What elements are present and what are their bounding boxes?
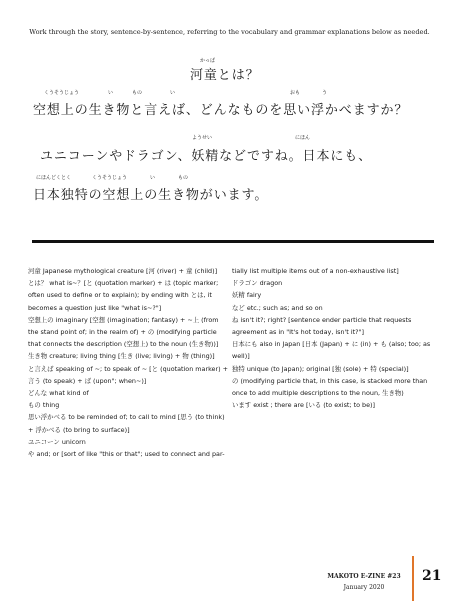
vocab-head: 生き物: [28, 352, 48, 361]
vocab-head: など: [232, 303, 245, 312]
vocab-entry: [232, 265, 432, 277]
vocab-def: Japanese mythological creature [河 (river) + 童 (child)]: [42, 267, 218, 275]
footer-accent-rule: [412, 556, 414, 601]
vocab-entry: [28, 399, 228, 411]
vocab-def: exist ; there are [いる (to exist; to be)]: [253, 401, 376, 410]
vocab-entry: [232, 375, 432, 399]
ruby-nihondokutoku: にほんどくとく: [36, 175, 72, 181]
instructions: Work through the story, sentence-by-sentence, referring to the vocabulary and grammar explanations below as needed.: [29, 28, 430, 36]
vocab-head: ドラゴン: [232, 279, 258, 288]
vocab-head: 河童: [28, 267, 41, 275]
vocab-left-column: [28, 265, 228, 460]
vocab-def: tially list multiple items out of a non-exhaustive list]: [232, 267, 399, 275]
magazine-name: MAKOTO E-ZINE #23: [327, 573, 401, 580]
ruby-i: い: [108, 90, 114, 96]
ruby-kusoujou: くうそうじょう: [44, 90, 80, 96]
story-title: 河童とは？: [190, 68, 260, 83]
vocab-entry: [28, 314, 228, 351]
ruby-i3: い: [150, 175, 156, 181]
vocab-head: の: [232, 376, 239, 385]
section-divider: [32, 240, 434, 243]
vocab-def: speaking of ~; to speak of ~ [と (quotation marker) + 言う (to speak) + ば (upon"; when~)]: [28, 364, 228, 385]
vocab-def: also in Japan [日本 (Japan) + に (in) + も (also; too; as well)]: [232, 340, 431, 361]
vocab-head: ね: [232, 315, 239, 324]
ruby-u: う: [322, 90, 328, 96]
ruby-i2: い: [170, 90, 176, 96]
vocab-entry: [28, 411, 228, 435]
vocab-entry: [232, 289, 432, 301]
ruby-mono: もの: [132, 90, 143, 96]
title-ruby: かっぱ: [200, 58, 216, 64]
vocab-head: 妖精: [232, 291, 245, 300]
vocab-head: や: [28, 450, 35, 459]
vocab-entry: [28, 265, 228, 277]
vocab-entry: [232, 277, 432, 289]
vocab-def: unicorn: [61, 437, 86, 446]
vocab-entry: [232, 338, 432, 362]
vocab-entry: [28, 387, 228, 399]
page-number: 21: [422, 568, 442, 584]
story-line-2: ユニコーンやドラゴン、妖精などですね。日本にも、: [40, 149, 373, 164]
ruby-kusoujou-2: くうそうじょう: [92, 175, 128, 181]
vocab-entry: [28, 350, 228, 362]
vocab-def: thing: [42, 401, 60, 410]
vocab-head: 思い浮かべる: [28, 413, 67, 422]
vocab-head: と言えば: [28, 364, 54, 373]
vocab-head: 空想上の: [28, 315, 54, 324]
vocab-head: ユニコーン: [28, 437, 60, 446]
vocab-entry: [232, 399, 432, 411]
story-line-3: 日本独特の空想上の生き物がいます。: [33, 188, 269, 203]
vocab-head: もの: [28, 401, 41, 410]
vocab-entry: [232, 302, 432, 314]
vocab-def: dragon: [259, 279, 283, 288]
vocab-def: creature; living thing [生き (live; living) + 物 (thing)]: [49, 352, 215, 361]
ruby-yousei: ようせい: [192, 135, 213, 141]
vocab-head: 日本にも: [232, 340, 258, 349]
vocab-def: unique (to Japan); original [独 (sole) + 特 (special)]: [246, 364, 409, 373]
vocab-def: isn't it?; right? [sentence ender particle that requests agreement as in "It's hot today, isn't it?"]: [232, 315, 412, 337]
vocab-entry: [232, 314, 432, 338]
vocab-def: fairy: [246, 291, 262, 300]
vocab-entry: [28, 448, 228, 460]
vocab-def: what kind of: [49, 389, 89, 398]
vocab-def: and; or [sort of like "this or that"; used to connect and par-: [36, 450, 225, 459]
vocab-def: to be reminded of; to call to mind [思う (to think) + 浮かべる (to bring to surface)]: [28, 413, 225, 434]
vocab-def: imaginary [空想 (imagination; fantasy) + ~上 (from the stand point of; in the realm of) + の (modifying particle that connects the description (空想上) to the noun (生き物))]: [28, 315, 219, 349]
vocab-def: what is~？[と (quotation marker) + は (topic marker; often used to define or to explain); by ending with とは, it becomes a question just like "what is~?"]: [28, 279, 219, 312]
vocab-entry: [28, 436, 228, 448]
vocab-head: どんな: [28, 389, 48, 398]
vocab-head: 独特: [232, 364, 245, 373]
vocab-entry: [28, 277, 228, 314]
story-line-1: 空想上の生き物と言えば、どんなものを思い浮かべますか？: [33, 103, 409, 118]
vocab-right-column: [232, 265, 432, 411]
vocab-entry: [28, 363, 228, 387]
vocab-entry: [232, 363, 432, 375]
issue-date: January 2020: [343, 584, 385, 591]
vocab-def: etc.; such as; and so on: [246, 303, 323, 312]
vocab-head: います: [232, 401, 252, 410]
vocab-def: (modifying particle that, in this case, is stacked more than once to add multiple descriptions to the noun, 生き物): [232, 376, 428, 398]
ruby-mono2: もの: [178, 175, 189, 181]
vocab-head: とは？: [28, 279, 48, 288]
ruby-nihon: にほん: [295, 135, 311, 141]
ruby-omo: おも: [290, 90, 301, 96]
